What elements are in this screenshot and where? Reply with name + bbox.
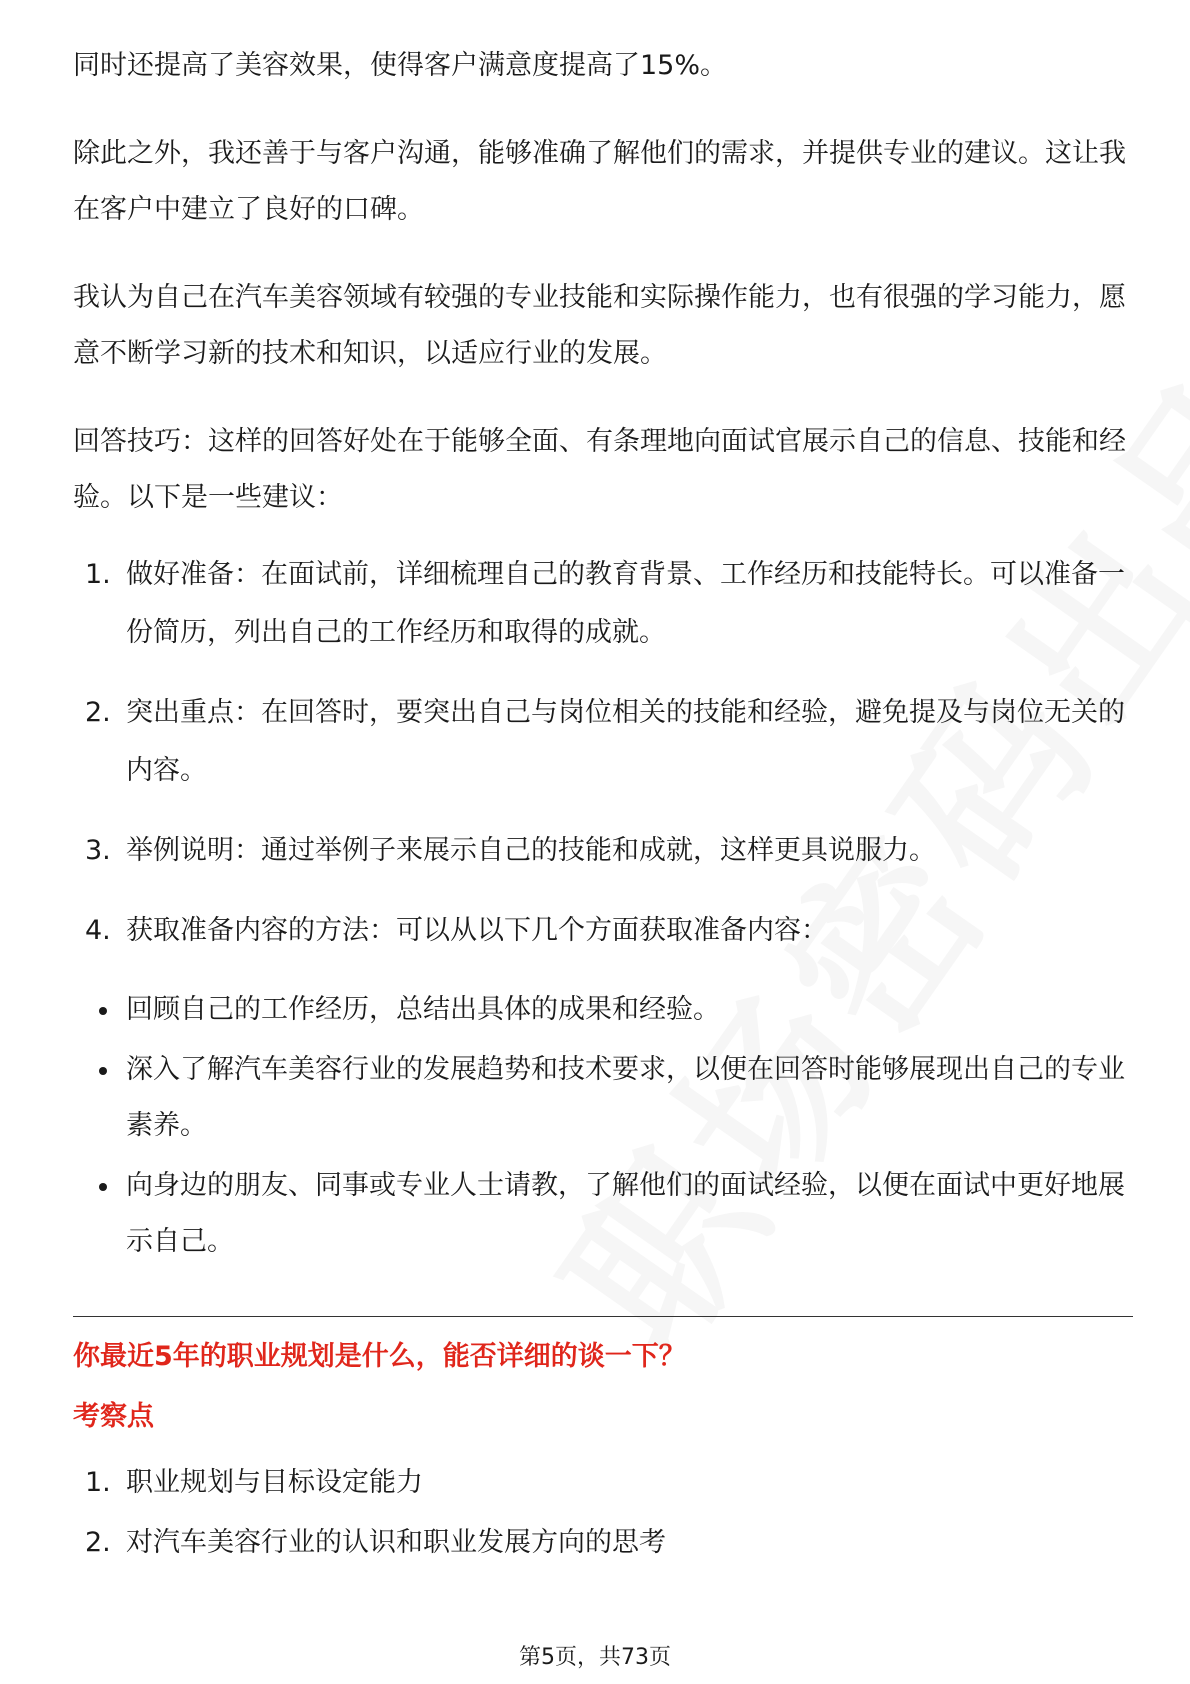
list-number: 4. bbox=[85, 915, 111, 946]
list-number: 3. bbox=[85, 835, 111, 866]
list-item-text: 做好准备：在面试前，详细梳理自己的教育背景、工作经历和技能特长。可以准备一份简历，列出自己的工作经历和取得的成就。 bbox=[126, 559, 1125, 648]
list-number: 2. bbox=[85, 1527, 111, 1558]
list-number: 1. bbox=[85, 1467, 111, 1498]
list-number: 2. bbox=[85, 697, 111, 728]
list-item-text: 对汽车美容行业的认识和职业发展方向的思考 bbox=[126, 1527, 666, 1558]
tips-list bbox=[73, 546, 1133, 960]
section-label: 考察点 bbox=[73, 1401, 154, 1432]
list-number: 1. bbox=[85, 559, 111, 590]
list-item bbox=[73, 546, 1133, 662]
list-item-text: 获取准备内容的方法：可以从以下几个方面获取准备内容： bbox=[126, 915, 828, 946]
bullet-item: 回顾自己的工作经历，总结出具体的成果和经验。 bbox=[73, 982, 1133, 1038]
list-item-text: 突出重点：在回答时，要突出自己与岗位相关的技能和经验，避免提及与岗位无关的内容。 bbox=[126, 697, 1125, 786]
list-item-text: 举例说明：通过举例子来展示自己的技能和成就，这样更具说服力。 bbox=[126, 835, 936, 866]
bullet-item: 向身边的朋友、同事或专业人士请教，了解他们的面试经验，以便在面试中更好地展示自己。 bbox=[73, 1158, 1133, 1270]
bullet-list bbox=[73, 982, 1133, 1270]
list-item bbox=[73, 1455, 1133, 1511]
paragraph: 同时还提高了美容效果，使得客户满意度提高了15%。 bbox=[73, 50, 728, 81]
list-item bbox=[73, 902, 1133, 960]
paragraph: 除此之外，我还善于与客户沟通，能够准确了解他们的需求，并提供专业的建议。这让我在客户中建立了良好的口碑。 bbox=[73, 138, 1126, 225]
document-body bbox=[73, 38, 1133, 1575]
bullet-item: 深入了解汽车美容行业的发展趋势和技术要求，以便在回答时能够展现出自己的专业素养。 bbox=[73, 1042, 1133, 1154]
list-item bbox=[73, 1515, 1133, 1571]
assessment-points-list bbox=[73, 1455, 1133, 1571]
list-item bbox=[73, 684, 1133, 800]
section-divider bbox=[73, 1316, 1133, 1317]
list-item bbox=[73, 822, 1133, 880]
interview-question: 你最近5年的职业规划是什么，能否详细的谈一下？ bbox=[73, 1341, 686, 1372]
answer-tips-paragraph: 回答技巧：这样的回答好处在于能够全面、有条理地向面试官展示自己的信息、技能和经验。以下是一些建议： bbox=[73, 426, 1126, 513]
paragraph: 我认为自己在汽车美容领域有较强的专业技能和实际操作能力，也有很强的学习能力，愿意不断学习新的技术和知识，以适应行业的发展。 bbox=[73, 282, 1126, 369]
list-item-text: 职业规划与目标设定能力 bbox=[126, 1467, 423, 1498]
page-footer: 第5页，共73页 bbox=[519, 1645, 671, 1670]
